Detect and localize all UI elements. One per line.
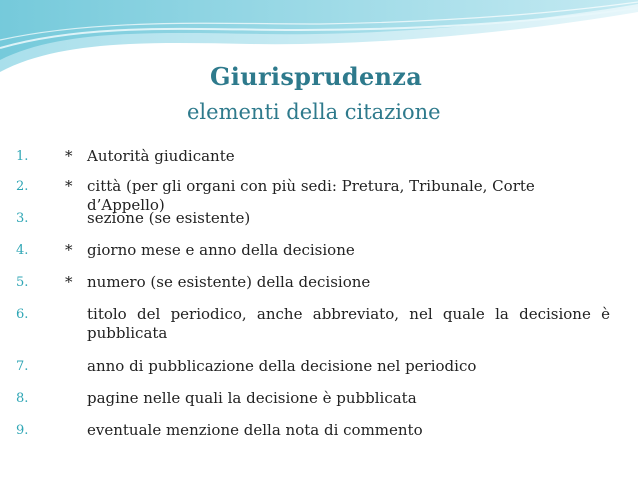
slide-title: Giurisprudenza [210, 62, 423, 91]
item-number: 3. [16, 211, 29, 226]
required-marker: * [65, 177, 73, 195]
item-number: 1. [16, 149, 29, 164]
item-number: 7. [16, 359, 29, 374]
item-number: 4. [16, 243, 29, 258]
required-marker: * [65, 147, 73, 165]
item-text: pagine nelle quali la decisione è pubblicata [87, 389, 417, 407]
item-text: numero (se esistente) della decisione [87, 273, 371, 291]
item-number: 8. [16, 391, 29, 406]
item-number: 2. [16, 179, 29, 194]
item-number: 5. [16, 275, 29, 290]
item-number: 6. [16, 307, 29, 322]
required-marker: * [65, 273, 73, 291]
slide-subtitle: elementi della citazione [187, 100, 441, 124]
item-text: titolo del periodico, anche abbreviato, nel quale la decisione è pubblicata [87, 305, 610, 342]
item-text: sezione (se esistente) [87, 209, 251, 227]
item-text: giorno mese e anno della decisione [87, 241, 355, 259]
item-text: città (per gli organi con più sedi: Pretura, Tribunale, Corte d’Appello) [87, 177, 535, 214]
required-marker: * [65, 241, 73, 259]
item-text: anno di pubblicazione della decisione nel periodico [87, 357, 477, 375]
item-number: 9. [16, 423, 29, 438]
item-text: eventuale menzione della nota di commento [87, 421, 423, 439]
item-text: Autorità giudicante [87, 147, 235, 165]
